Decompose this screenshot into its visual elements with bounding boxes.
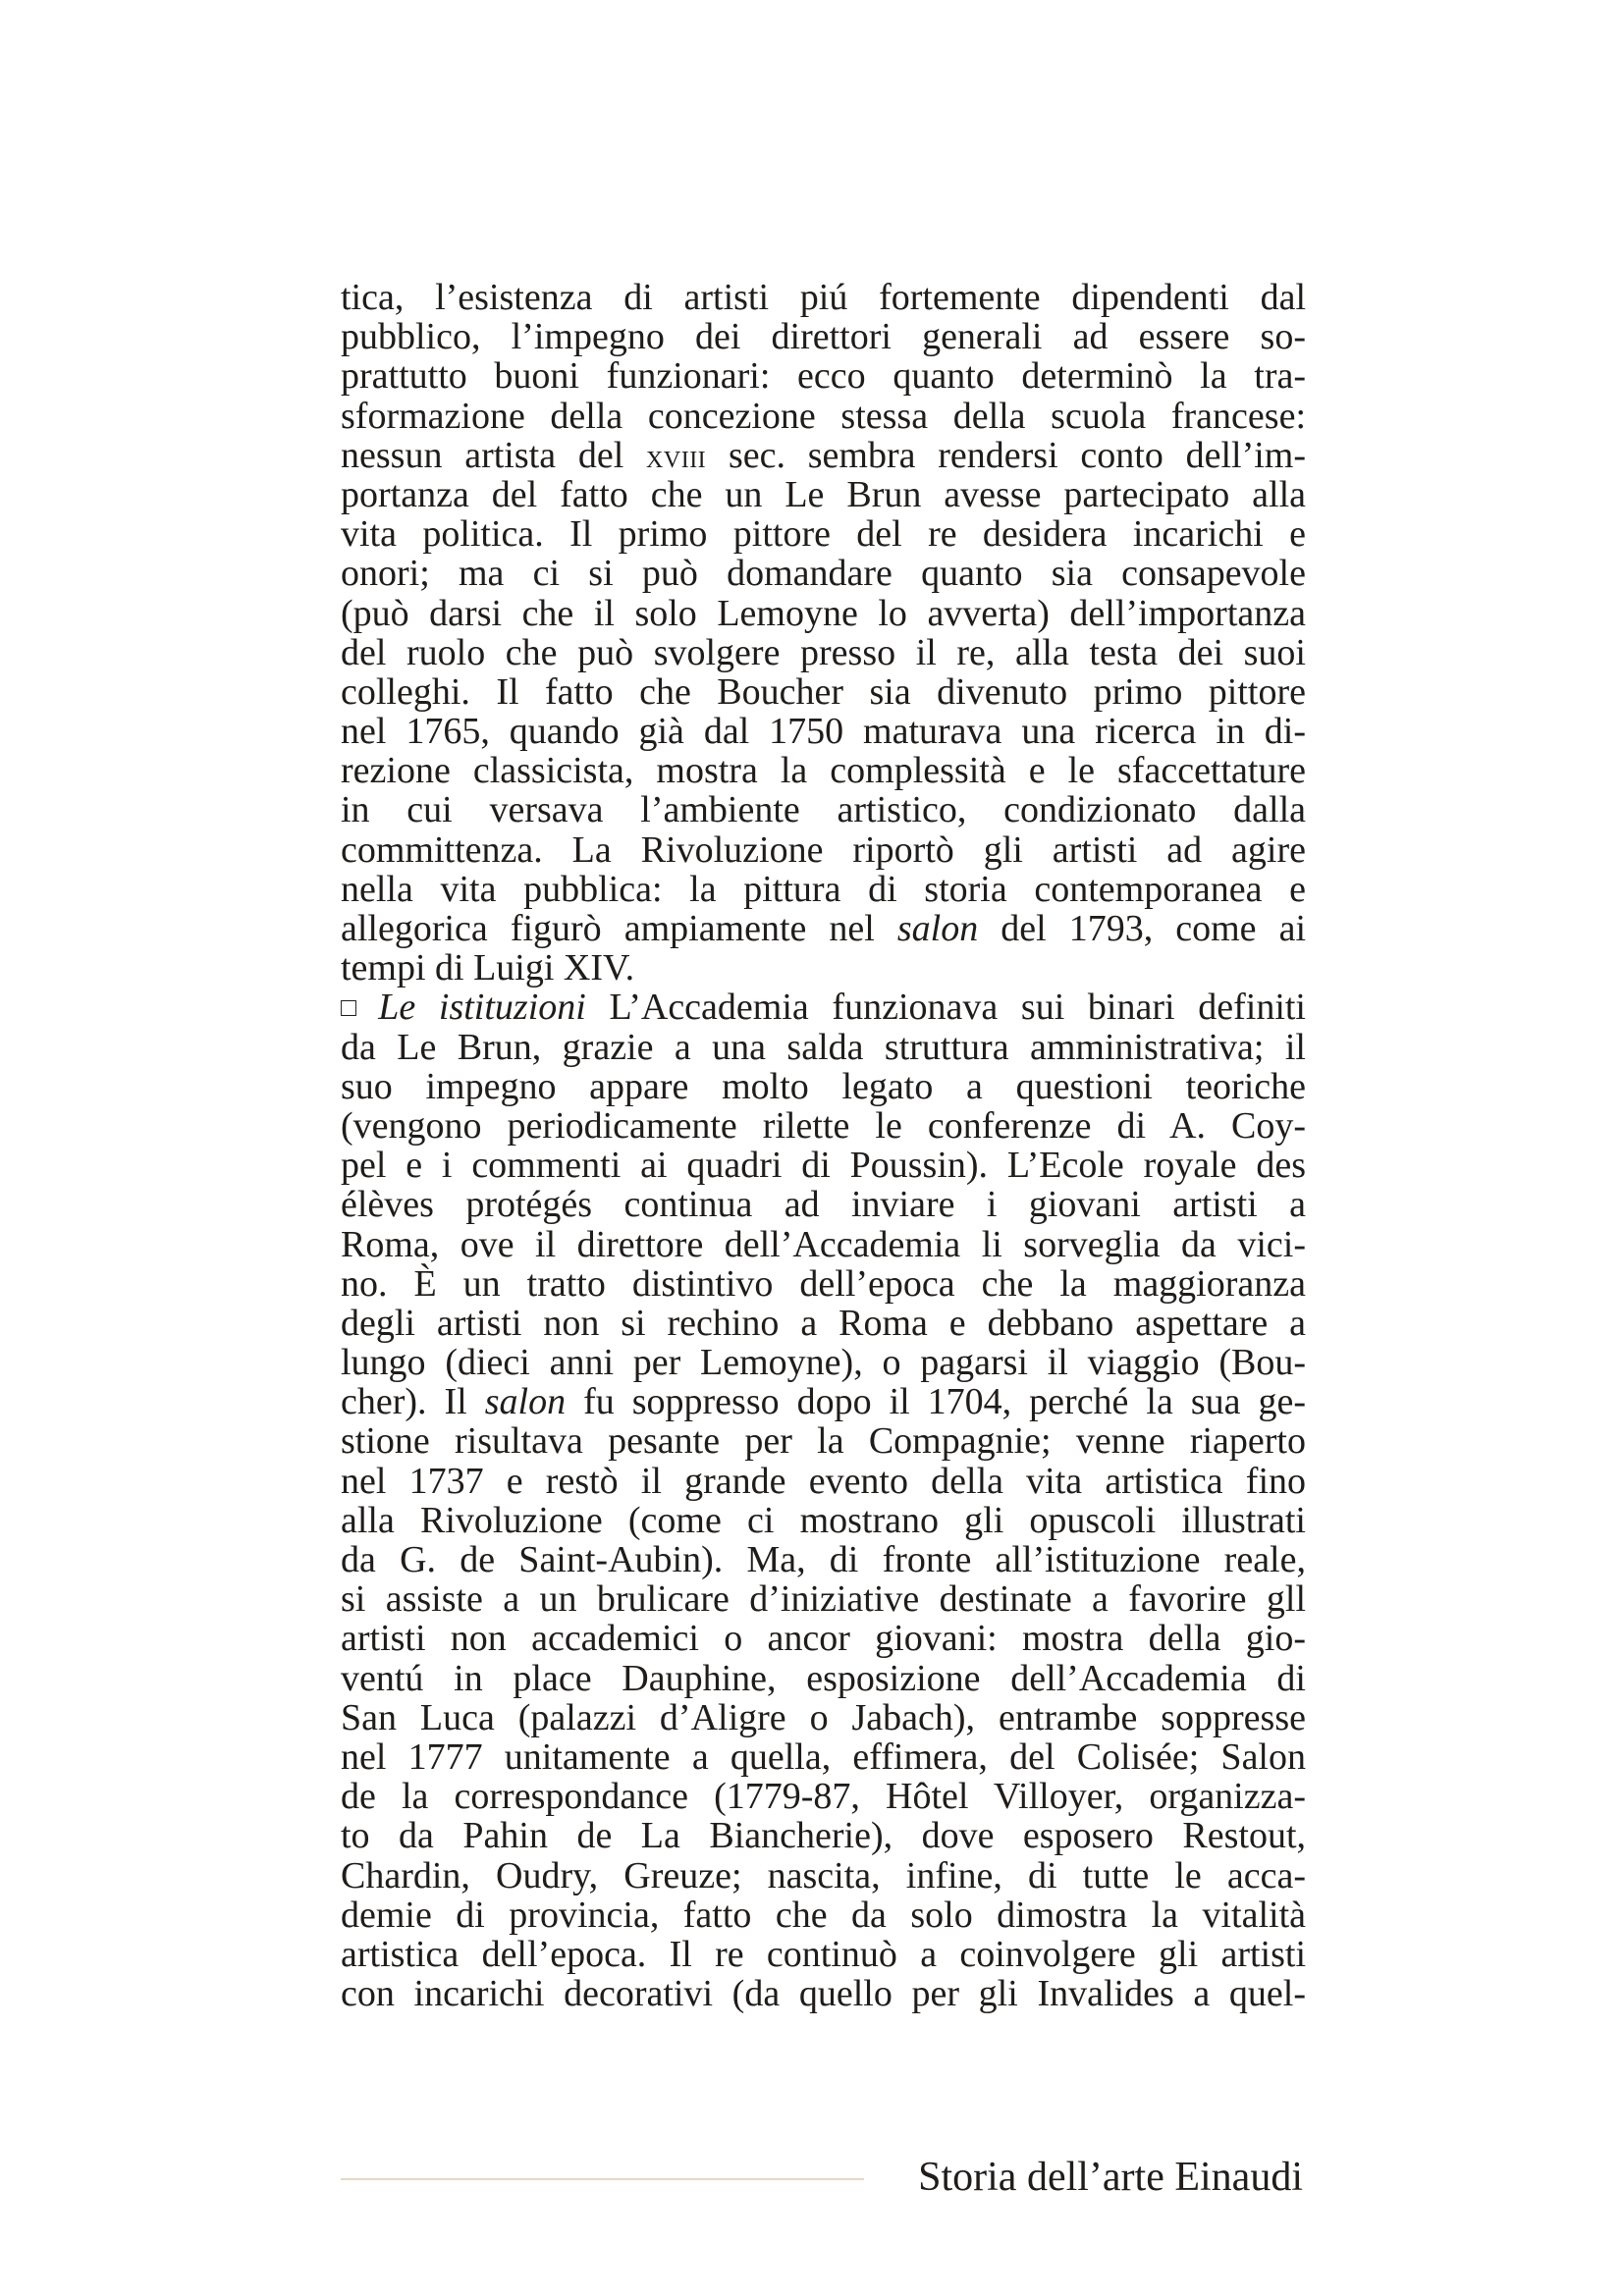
text-line	[341, 436, 1306, 475]
text-line	[341, 672, 1306, 712]
text-line	[341, 1067, 1306, 1106]
line-text: prattutto buoni funzionari: ecco quanto determinò la tra-	[341, 355, 1306, 398]
text-line	[341, 988, 1306, 1027]
body-text	[341, 278, 1306, 2013]
text-line	[341, 594, 1306, 633]
text-line	[341, 1225, 1306, 1264]
line-text: colleghi. Il fatto che Boucher sia divenuto primo pittore	[341, 670, 1306, 713]
text-line	[341, 1462, 1306, 1501]
italic-term: salon	[896, 908, 979, 949]
line-text: to da Pahin de La Biancherie), dove esposero Restout,	[341, 1815, 1306, 1857]
line-text: L’Accademia funzionava sui binari definiti	[585, 987, 1306, 1029]
line-text: vita politica. Il primo pittore del re desidera incarichi e	[341, 513, 1306, 556]
text-line	[341, 1816, 1306, 1855]
line-text: Roma, ove il direttore dell’Accademia li sorveglia da vici-	[341, 1223, 1306, 1265]
line-text: del ruolo che può svolgere presso il re, alla testa dei suoi	[341, 631, 1306, 673]
line-text: nessun artista del	[341, 434, 647, 476]
text-line	[341, 633, 1306, 672]
text-line	[341, 1304, 1306, 1343]
line-text: pel e i commenti ai quadri di Poussin). L’Ecole royale des	[341, 1145, 1306, 1187]
line-text: no. È un tratto distintivo dell’epoca che la maggioranza	[341, 1262, 1306, 1305]
line-text: onori; ma ci si può domandare quanto sia consapevole	[341, 553, 1306, 595]
text-line	[341, 1698, 1306, 1737]
line-text: del 1793, come ai	[978, 908, 1306, 949]
text-line	[341, 1777, 1306, 1816]
italic-term: Le istituzioni	[378, 987, 586, 1029]
text-line	[341, 356, 1306, 396]
text-line	[341, 475, 1306, 514]
text-line	[341, 948, 1306, 988]
text-line	[341, 1185, 1306, 1224]
text-line	[341, 1974, 1306, 2013]
text-line	[341, 1264, 1306, 1304]
line-text: tica, l’esistenza di artisti piú fortemente dipendenti dal	[341, 277, 1306, 318]
line-text: cher). Il	[341, 1381, 485, 1423]
text-line	[341, 1619, 1306, 1658]
text-line	[341, 870, 1306, 909]
line-text: stione risultava pesante per la Compagnie; venne riaperto	[341, 1420, 1306, 1463]
text-line	[341, 790, 1306, 829]
line-text: da Le Brun, grazie a una salda struttura amministrativa; il	[341, 1026, 1306, 1068]
text-line	[341, 1343, 1306, 1382]
text-line	[341, 317, 1306, 356]
line-text: nel 1765, quando già dal 1750 maturava una ricerca in di-	[341, 711, 1306, 753]
line-text: nel 1737 e restò il grande evento della vita artistica fino	[341, 1460, 1306, 1502]
line-text: tempi di Luigi XIV.	[341, 947, 635, 989]
century-numeral: xviii	[646, 438, 707, 475]
line-text: pubblico, l’impegno dei direttori generali ad essere so-	[341, 316, 1306, 358]
line-text: portanza del fatto che un Le Brun avesse partecipato alla	[341, 473, 1306, 515]
line-text: allegorica figurò ampiamente nel	[341, 908, 897, 949]
text-line	[341, 1737, 1306, 1777]
text-line	[341, 1106, 1306, 1146]
line-text: de la correspondance (1779-87, Hôtel Villoyer, organizza-	[341, 1776, 1306, 1818]
line-text: artisti non accademici o ancor giovani: mostra della gio-	[341, 1618, 1306, 1660]
line-text: committenza. La Rivoluzione riportò gli artisti ad agire	[341, 828, 1306, 871]
text-line	[341, 1896, 1306, 1935]
line-text: rezione classicista, mostra la complessità e le sfaccettature	[341, 750, 1306, 792]
line-text: (può darsi che il solo Lemoyne lo avverta) dell’importanza	[341, 592, 1306, 634]
text-line	[341, 1028, 1306, 1067]
text-line	[341, 1856, 1306, 1896]
line-text: degli artisti non si rechino a Roma e debbano aspettare a	[341, 1302, 1306, 1344]
line-text: con incarichi decorativi (da quello per gli Invalides a quel-	[341, 1973, 1306, 2015]
line-text: ventú in place Dauphine, esposizione dell’Accademia di	[341, 1657, 1306, 1699]
text-line	[341, 830, 1306, 870]
text-line	[341, 909, 1306, 948]
line-text: da G. de Saint-Aubin). Ma, di fronte all’istituzione reale,	[341, 1539, 1306, 1580]
text-line	[341, 1382, 1306, 1421]
line-text: si assiste a un brulicare d’iniziative destinate a favorire gll	[341, 1578, 1306, 1621]
footer-rule	[341, 2178, 864, 2180]
text-line	[341, 1540, 1306, 1579]
line-text: Chardin, Oudry, Greuze; nascita, infine, di tutte le acca-	[341, 1854, 1306, 1896]
text-line	[341, 514, 1306, 554]
text-line	[341, 751, 1306, 790]
line-text: artistica dell’epoca. Il re continuò a coinvolgere gli artisti	[341, 1933, 1306, 1975]
line-text: sec. sembra rendersi conto dell’im-	[706, 434, 1306, 476]
line-text: suo impegno appare molto legato a questioni teoriche	[341, 1065, 1306, 1107]
line-text: fu soppresso dopo il 1704, perché la sua ge-	[566, 1381, 1306, 1423]
line-text: lungo (dieci anni per Lemoyne), o pagarsi il viaggio (Bou-	[341, 1342, 1306, 1384]
line-text: sformazione della concezione stessa della scuola francese:	[341, 395, 1306, 437]
line-text: (vengono periodicamente rilette le conferenze di A. Coy-	[341, 1104, 1306, 1147]
text-line	[341, 1659, 1306, 1698]
text-line	[341, 1935, 1306, 1974]
text-line	[341, 278, 1306, 317]
section-marker-icon: □	[341, 992, 371, 1023]
line-text: élèves protégés continua ad inviare i giovani artisti a	[341, 1184, 1306, 1226]
text-line	[341, 1501, 1306, 1540]
italic-term: salon	[484, 1381, 567, 1423]
text-line	[341, 1421, 1306, 1461]
text-line	[341, 397, 1306, 436]
line-text: nel 1777 unitamente a quella, effimera, del Colisée; Salon	[341, 1735, 1306, 1778]
line-text: San Luca (palazzi d’Aligre o Jabach), entrambe soppresse	[341, 1696, 1306, 1738]
footer-title: Storia dell’arte Einaudi	[918, 2155, 1303, 2200]
line-text: alla Rivoluzione (come ci mostrano gli opuscoli illustrati	[341, 1499, 1306, 1541]
line-text: nella vita pubblica: la pittura di storia contemporanea e	[341, 868, 1306, 910]
text-line	[341, 554, 1306, 593]
line-text: in cui versava l’ambiente artistico, condizionato dalla	[341, 789, 1306, 831]
text-line	[341, 1146, 1306, 1185]
line-text: demie di provincia, fatto che da solo dimostra la vitalità	[341, 1894, 1306, 1936]
text-line	[341, 1579, 1306, 1619]
text-line	[341, 712, 1306, 751]
